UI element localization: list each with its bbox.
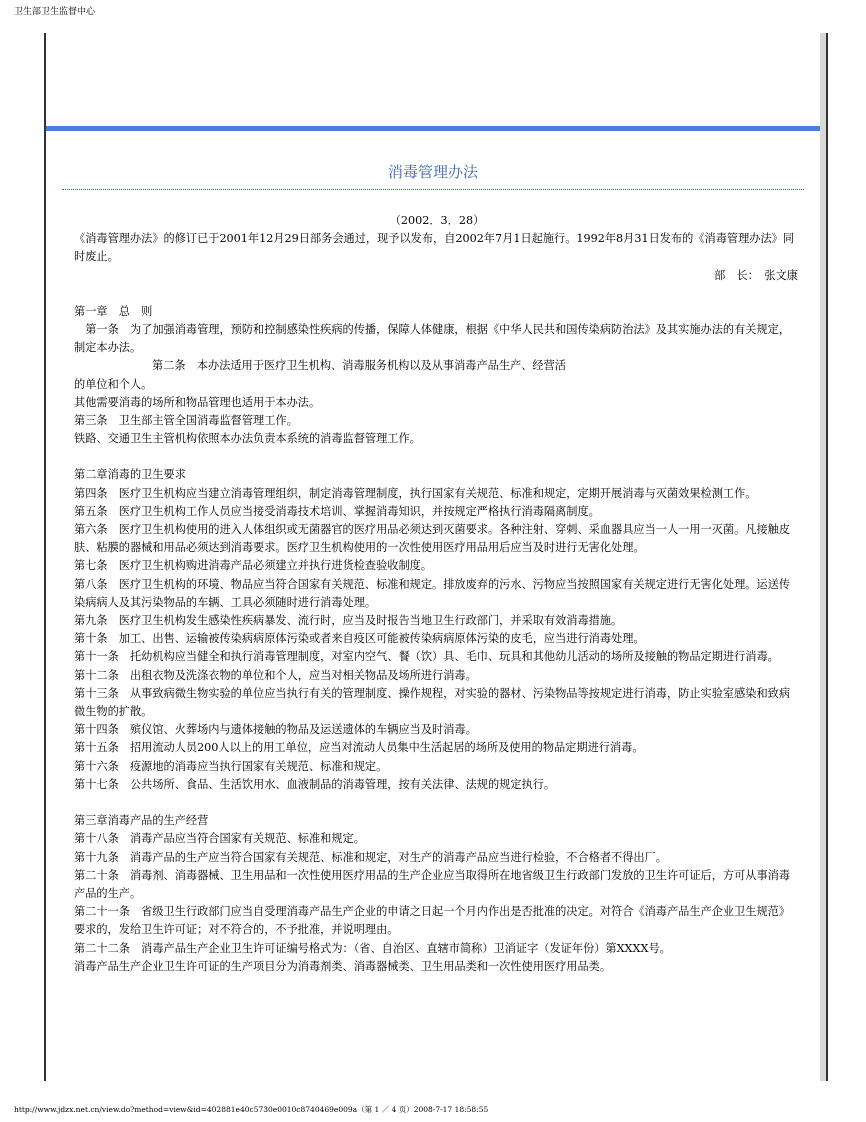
article-22-b: 消毒产品生产企业卫生许可证的生产项目分为消毒剂类、消毒器械类、卫生用品类和一次性使用医疗用品类。 <box>74 959 612 973</box>
article-11: 第十一条 托幼机构应当健全和执行消毒管理制度，对室内空气、餐（饮）具、毛巾、玩具和其他幼儿活动的场所及接触的物品定期进行消毒。 <box>74 650 779 664</box>
title-dotted-rule <box>62 189 804 190</box>
article-16: 第十六条 疫源地的消毒应当执行国家有关规范、标准和规定。 <box>74 759 388 773</box>
chapter-1-heading: 第一章 总 则 <box>74 304 153 318</box>
article-20: 第二十条 消毒剂、消毒器械、卫生用品和一次性使用医疗用品的生产企业应当取得所在地省级卫生行政部门发放的卫生许可证后，方可从事消毒产品的生产。 <box>74 868 791 900</box>
article-2-line-1: 第二条 本办法适用于医疗卫生机构、消毒服务机构以及从事消毒产品生产、经营活 <box>152 359 566 373</box>
chapter-3-heading: 第三章消毒产品的生产经营 <box>74 814 209 828</box>
article-9: 第九条 医疗卫生机构发生感染性疾病暴发、流行时，应当及时报告当地卫生行政部门，并采取有效消毒措施。 <box>74 614 623 628</box>
document-date: （2002．3．28） <box>389 214 485 227</box>
article-17: 第十七条 公共场所、食品、生活饮用水、血液制品的消毒管理，按有关法律、法规的规定执行。 <box>74 777 556 791</box>
article-7: 第七条 医疗卫生机构购进消毒产品必须建立并执行进货检查验收制度。 <box>74 559 433 573</box>
article-18: 第十八条 消毒产品应当符合国家有关规范、标准和规定。 <box>74 832 365 846</box>
document-title: 消毒管理办法 <box>387 163 478 181</box>
article-21: 第二十一条 省级卫生行政部门应当自受理消毒产品生产企业的申请之日起一个月内作出是否批准的决定。对符合《消毒产品生产企业卫生规范》要求的，发给卫生许可证；对不符合的，不予批准，并说明理由。 <box>74 905 791 937</box>
article-14: 第十四条 殡仪馆、火葬场内与遗体接触的物品及运送遗体的车辆应当及时消毒。 <box>74 723 477 737</box>
intro-paragraph: 《消毒管理办法》的修订已于2001年12月29日部务会通过，现予以发布，自2002年7月1日起施行。1992年8月31日发布的《消毒管理办法》同时废止。 <box>74 232 795 264</box>
article-5: 第五条 医疗卫生机构工作人员应当接受消毒技术培训、掌握消毒知识，并按规定严格执行消毒隔离制度。 <box>74 504 600 518</box>
article-13: 第十三条 从事致病微生物实验的单位应当执行有关的管理制度、操作规程，对实验的器材、污染物品等按规定进行消毒，防止实验室感染和致病微生物的扩散。 <box>74 686 791 719</box>
chapter-2-heading: 第二章消毒的卫生要求 <box>74 468 186 482</box>
header-divider-bar <box>46 126 820 131</box>
article-6: 第六条 医疗卫生机构使用的进入人体组织或无菌器官的医疗用品必须达到灭菌要求。各种注射、穿刺、采血器具应当一人一用一灭菌。凡接触皮肤、粘膜的器械和用品必须达到消毒要求。医疗卫生机构使用的一次性使用医疗用品用后应当及时进行无害化处理。 <box>74 523 791 555</box>
document-body <box>74 212 800 976</box>
article-3-b: 铁路、交通卫生主管机构依照本办法负责本系统的消毒监督管理工作。 <box>74 432 421 446</box>
page-frame-right <box>826 33 828 1081</box>
article-12: 第十二条 出租衣物及洗涤衣物的单位和个人，应当对相关物品及场所进行消毒。 <box>74 668 477 682</box>
article-1: 第一条 为了加强消毒管理，预防和控制感染性疾病的传播，保障人体健康，根据《中华人民共和国传染病防治法》及其实施办法的有关规定，制定本办法。 <box>74 323 791 355</box>
article-15: 第十五条 招用流动人员200人以上的用工单位，应当对流动人员集中生活起居的场所及使用的物品定期进行消毒。 <box>74 741 644 755</box>
article-3: 第三条 卫生部主管全国消毒监督管理工作。 <box>74 414 298 428</box>
article-8: 第八条 医疗卫生机构的环境、物品应当符合国家有关规范、标准和规定。排放废弃的污水、污物应当按照国家有关规定进行无害化处理。运送传染病病人及其污染物品的车辆、工具必须随时进行消毒处理。 <box>74 577 791 609</box>
signature-line: 部 长： 张文康 <box>714 268 798 282</box>
print-header-source: 卫生部卫生监督中心 <box>14 7 96 17</box>
article-19: 第十九条 消毒产品的生产应当符合国家有关规范、标准和规定，对生产的消毒产品应当进行检验，不合格者不得出厂。 <box>74 850 667 864</box>
article-22: 第二十二条 消毒产品生产企业卫生许可证编号格式为：（省、自治区、直辖市简称）卫消证字（发证年份）第XXXX号。 <box>74 941 671 955</box>
article-2-line-3: 其他需要消毒的场所和物品管理也适用于本办法。 <box>74 395 321 409</box>
page-frame-left <box>44 33 46 1081</box>
print-footer-url: http://www.jdzx.net.cn/view.do?method=view&id=402881e40c5730e0010c8740469e009a（第 1 ／ 4 页）2008-7-17 18:58:55 <box>14 1105 489 1114</box>
article-10: 第十条 加工、出售、运输被传染病病原体污染或者来自疫区可能被传染病病原体污染的皮毛，应当进行消毒处理。 <box>74 632 645 646</box>
article-2-line-2: 的单位和个人。 <box>74 377 153 391</box>
article-4: 第四条 医疗卫生机构应当建立消毒管理组织，制定消毒管理制度，执行国家有关规范、标准和规定，定期开展消毒与灭菌效果检测工作。 <box>74 486 757 500</box>
